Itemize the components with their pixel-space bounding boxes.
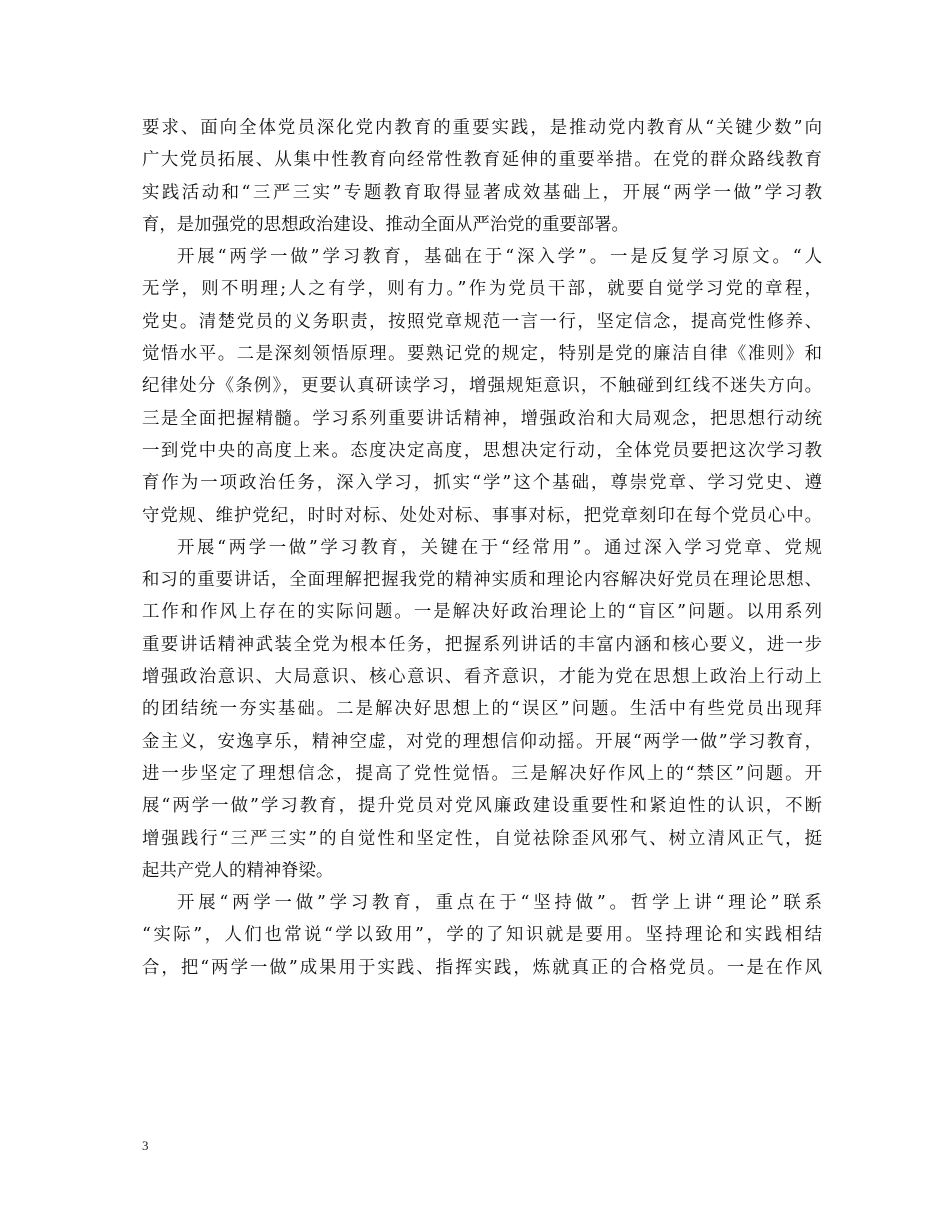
text-line: 重要讲话精神武装全党为根本任务，把握系列讲话的丰富内涵和核心要义，进一步 (142, 634, 822, 655)
text-line: 进一步坚定了理想信念，提高了党性觉悟。三是解决好作风上的“禁区”问题。开 (142, 763, 822, 784)
text-line: 育，是加强党的思想政治建设、推动全面从严治党的重要部署。 (142, 214, 629, 235)
text-line: 的团结统一夯实基础。二是解决好思想上的“误区”问题。生活中有些党员出现拜 (142, 699, 822, 720)
text-line: 开展“两学一做”学习教育，关键在于“经常用”。通过深入学习党章、党规 (177, 537, 822, 558)
text-line: 实践活动和“三严三实”专题教育取得显著成效基础上，开展“两学一做”学习教 (142, 182, 822, 203)
text-line: 开展“两学一做”学习教育，重点在于“坚持做”。哲学上讲“理论”联系 (177, 893, 822, 914)
text-line: 纪律处分《条例》，更要认真研读学习，增强规矩意识，不触碰到红线不迷失方向。 (142, 376, 822, 397)
text-line: 增强政治意识、大局意识、核心意识、看齐意识，才能为党在思想上政治上行动上 (142, 667, 822, 688)
text-line: “实际”，人们也常说“学以致用”，学的了知识就是要用。坚持理论和实践相结 (142, 925, 822, 946)
text-line: 开展“两学一做”学习教育，基础在于“深入学”。一是反复学习原文。“人 (177, 247, 822, 268)
text-line: 觉悟水平。二是深刻领悟原理。要熟记党的规定，特别是党的廉洁自律《准则》和 (142, 344, 822, 365)
text-line: 党史。清楚党员的义务职责，按照党章规范一言一行，坚定信念，提高党性修养、 (142, 311, 822, 332)
text-line: 守党规、维护党纪，时时对标、处处对标、事事对标，把党章刻印在每个党员心中。 (142, 505, 822, 526)
text-line: 无学，则不明理;人之有学，则有力。”作为党员干部，就要自觉学习党的章程， (142, 279, 822, 300)
text-line: 要求、面向全体党员深化党内教育的重要实践，是推动党内教育从“关键少数”向 (142, 118, 822, 138)
body-text (142, 112, 822, 984)
text-line: 育作为一项政治任务，深入学习，抓实“学”这个基础，尊崇党章、学习党史、遵 (142, 473, 822, 494)
text-line: 工作和作风上存在的实际问题。一是解决好政治理论上的“盲区”问题。以用系列 (142, 602, 822, 623)
text-line: 广大党员拓展、从集中性教育向经常性教育延伸的重要举措。在党的群众路线教育 (142, 150, 822, 171)
text-line: 三是全面把握精髓。学习系列重要讲话精神，增强政治和大局观念，把思想行动统 (142, 408, 822, 429)
text-line: 合，把“两学一做”成果用于实践、指挥实践，炼就真正的合格党员。一是在作风 (142, 957, 822, 978)
text-line: 增强践行“三严三实”的自觉性和坚定性，自觉祛除歪风邪气、树立清风正气，挺 (142, 828, 822, 849)
text-line: 一到党中央的高度上来。态度决定高度，思想决定行动，全体党员要把这次学习教 (142, 440, 822, 461)
text-line: 起共产党人的精神脊梁。 (142, 860, 334, 881)
text-line: 金主义，安逸享乐，精神空虚，对党的理想信仰动摇。开展“两学一做”学习教育， (142, 731, 822, 752)
text-line: 和习的重要讲话，全面理解把握我党的精神实质和理论内容解决好党员在理论思想、 (142, 570, 822, 591)
text-line: 展“两学一做”学习教育，提升党员对党风廉政建设重要性和紧迫性的认识，不断 (142, 796, 822, 817)
page-number: 3 (142, 1138, 149, 1153)
